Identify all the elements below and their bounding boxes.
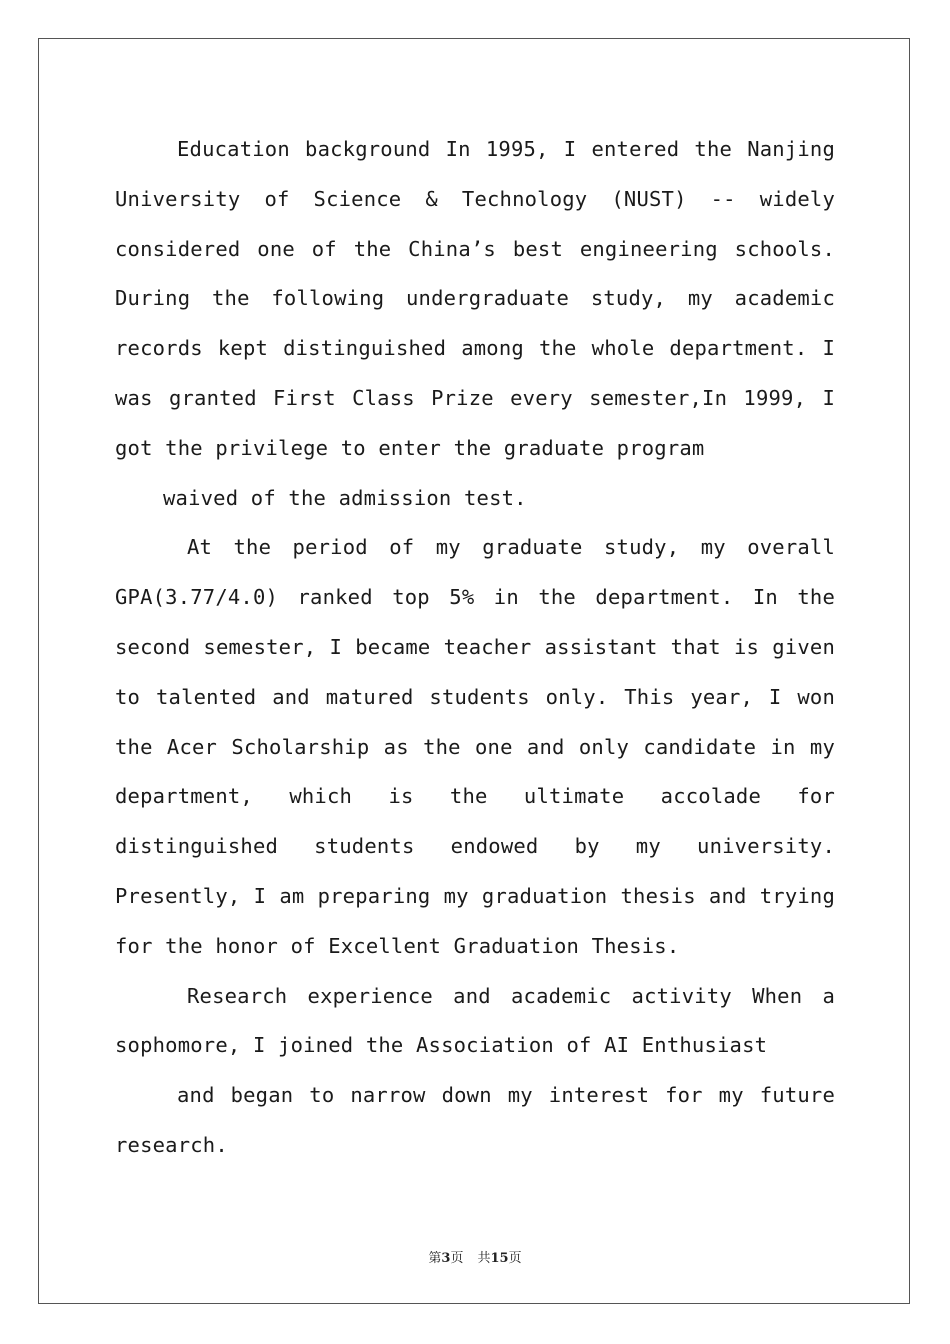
- footer-current-page: 3: [441, 1251, 451, 1266]
- page-footer: [0, 1247, 950, 1266]
- paragraph-education: Education background In 1995, I entered the Nanjing University of Science & Technology (NUST) -- widely considered one of the China’s best engineering schools. During the following undergraduate study, my academic records kept distinguished among the whole department. I was granted First Class Prize every semester,In 1999, I got the privilege to enter the graduate program: [115, 137, 835, 460]
- footer-total-prefix: 共: [477, 1251, 491, 1266]
- footer-total-pages: 15: [490, 1251, 509, 1266]
- paragraph-graduate-study: At the period of my graduate study, my overall GPA(3.77/4.0) ranked top 5% in the department. In the second semester, I became teacher assistant that is given to talented and matured students only. This year, I won the Acer Scholarship as the one and only candidate in my department, which is the ultimate accolade for distinguished students endowed by my university. Presently, I am preparing my graduation thesis and trying for the honor of Excellent Graduation Thesis.: [115, 535, 835, 958]
- footer-page-prefix: 第: [428, 1251, 442, 1266]
- footer-page-suffix: 页: [450, 1251, 464, 1266]
- paragraph-research: Research experience and academic activity When a sophomore, I joined the Association of AI Enthusiast: [115, 983, 835, 1058]
- footer-total-suffix: 页: [508, 1251, 522, 1266]
- paragraph-waived: waived of the admission test.: [163, 485, 527, 510]
- document-body: [115, 125, 835, 1171]
- paragraph-narrow-interest: and began to narrow down my interest for my future research.: [115, 1083, 835, 1157]
